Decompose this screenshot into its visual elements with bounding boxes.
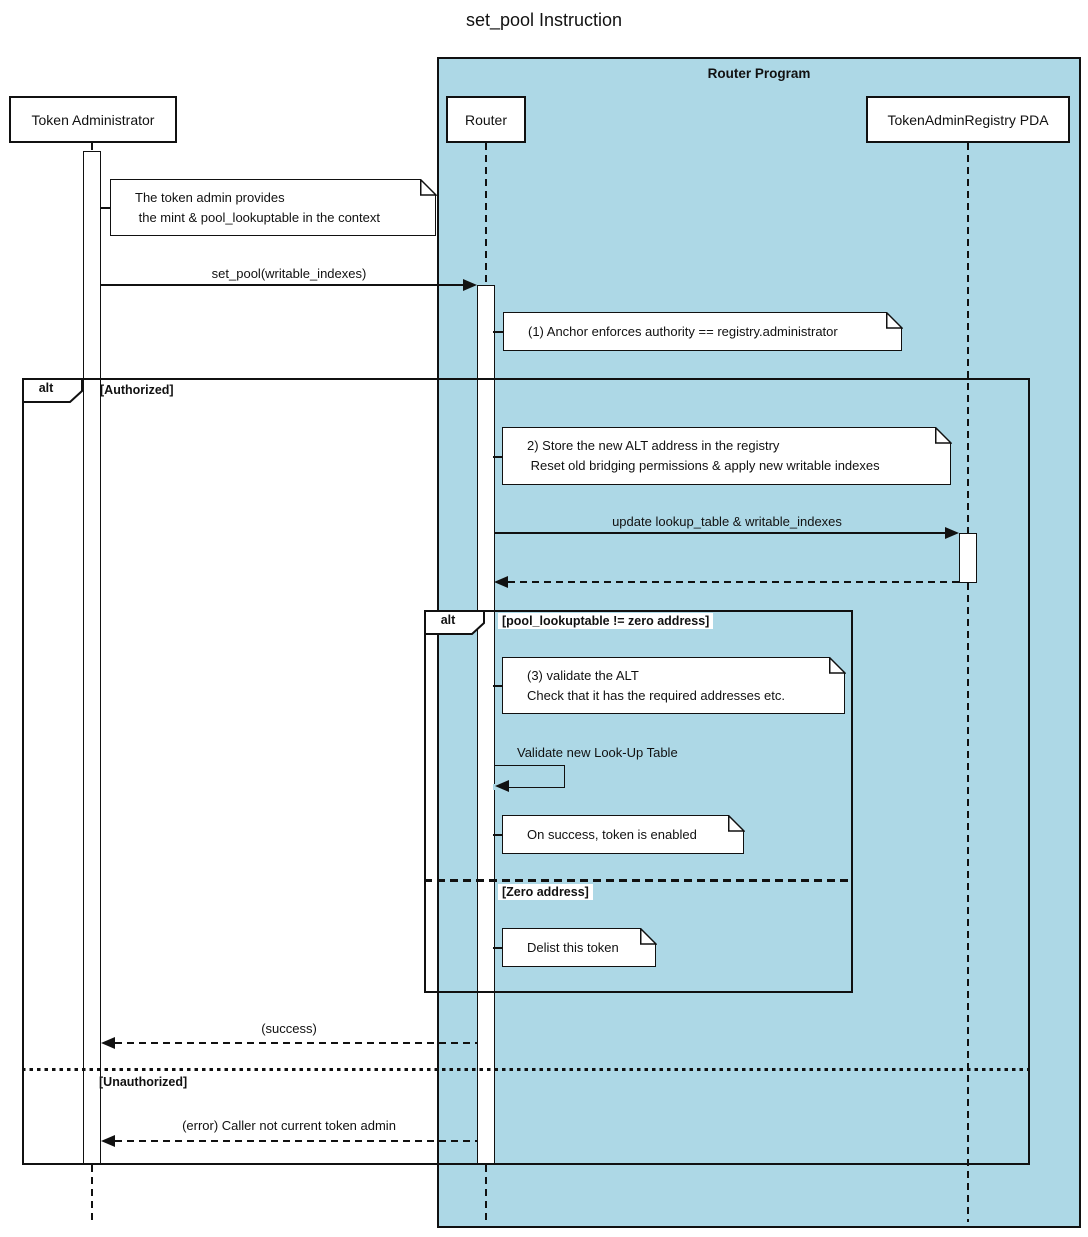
message-registry-return-line [508, 581, 959, 583]
note-context-line2: the mint & pool_lookuptable in the context [135, 210, 380, 225]
diagram-title: set_pool Instruction [465, 10, 623, 30]
lifeline-router-bottom [485, 1165, 487, 1222]
participant-token-admin [9, 96, 177, 143]
participant-registry-label: TokenAdminRegistry PDA [887, 111, 1049, 128]
participant-router [446, 96, 526, 143]
note-fold-icon [829, 657, 846, 674]
note-validate-alt-line1: (3) validate the ALT [527, 668, 639, 683]
message-error-label: (error) Caller not current token admin [182, 1118, 396, 1133]
participant-token-admin-label: Token Administrator [31, 111, 155, 128]
lifeline-router-top [485, 143, 487, 286]
message-registry-return-arrowhead [494, 576, 508, 588]
note-store-alt [502, 427, 951, 485]
participant-registry [866, 96, 1070, 143]
note-validate-alt [502, 657, 845, 714]
message-success-arrowhead [101, 1037, 115, 1049]
note-anchor-check-line1: (1) Anchor enforces authority == registry.administrator [528, 324, 838, 339]
note-delist-line1: Delist this token [527, 940, 619, 955]
note-fold-icon [728, 815, 745, 832]
participant-router-label: Router [464, 111, 508, 128]
note-fold-icon [935, 427, 952, 444]
message-error-arrowhead [101, 1135, 115, 1147]
alt-divider-outer [22, 1068, 1030, 1071]
message-validate-self-label: Validate new Look-Up Table [517, 745, 678, 760]
message-update-arrowhead [945, 527, 959, 539]
note-fold-icon [886, 312, 903, 329]
alt-guard-unauthorized: [Unauthorized] [99, 1075, 188, 1089]
alt-operator-outer [22, 378, 84, 403]
note-anchor-check [503, 312, 902, 351]
note-fold-icon [420, 179, 437, 196]
message-update-label: update lookup_table & writable_indexes [612, 514, 842, 529]
message-set-pool-label: set_pool(writable_indexes) [211, 266, 367, 281]
message-validate-self-arrowhead [495, 780, 509, 792]
message-success-line [115, 1042, 477, 1044]
message-set-pool-line [101, 284, 464, 286]
alt-divider-inner [424, 879, 853, 882]
router-program-label: Router Program [707, 66, 811, 81]
message-update-line [495, 532, 946, 534]
alt-operator-inner-label: alt [440, 613, 456, 627]
note-store-alt-line1: 2) Store the new ALT address in the registry [527, 438, 780, 453]
message-set-pool-arrowhead [463, 279, 477, 291]
alt-guard-zero-address: [Zero address] [498, 884, 593, 900]
note-store-alt-line2: Reset old bridging permissions & apply new writable indexes [527, 458, 880, 473]
note-delist [502, 928, 656, 967]
alt-guard-authorized: [Authorized] [100, 383, 174, 397]
message-success-label: (success) [261, 1021, 317, 1036]
note-token-enabled [502, 815, 744, 854]
note-context-line1: The token admin provides [135, 190, 285, 205]
alt-operator-inner [424, 610, 486, 635]
note-token-enabled-line1: On success, token is enabled [527, 827, 697, 842]
lifeline-token-admin-bottom [91, 1165, 93, 1222]
note-validate-alt-line2: Check that it has the required addresses etc. [527, 688, 785, 703]
alt-guard-nonzero-address: [pool_lookuptable != zero address] [498, 613, 713, 629]
alt-operator-outer-label: alt [38, 381, 54, 395]
note-context [110, 179, 436, 236]
message-error-line [115, 1140, 477, 1142]
note-fold-icon [640, 928, 657, 945]
